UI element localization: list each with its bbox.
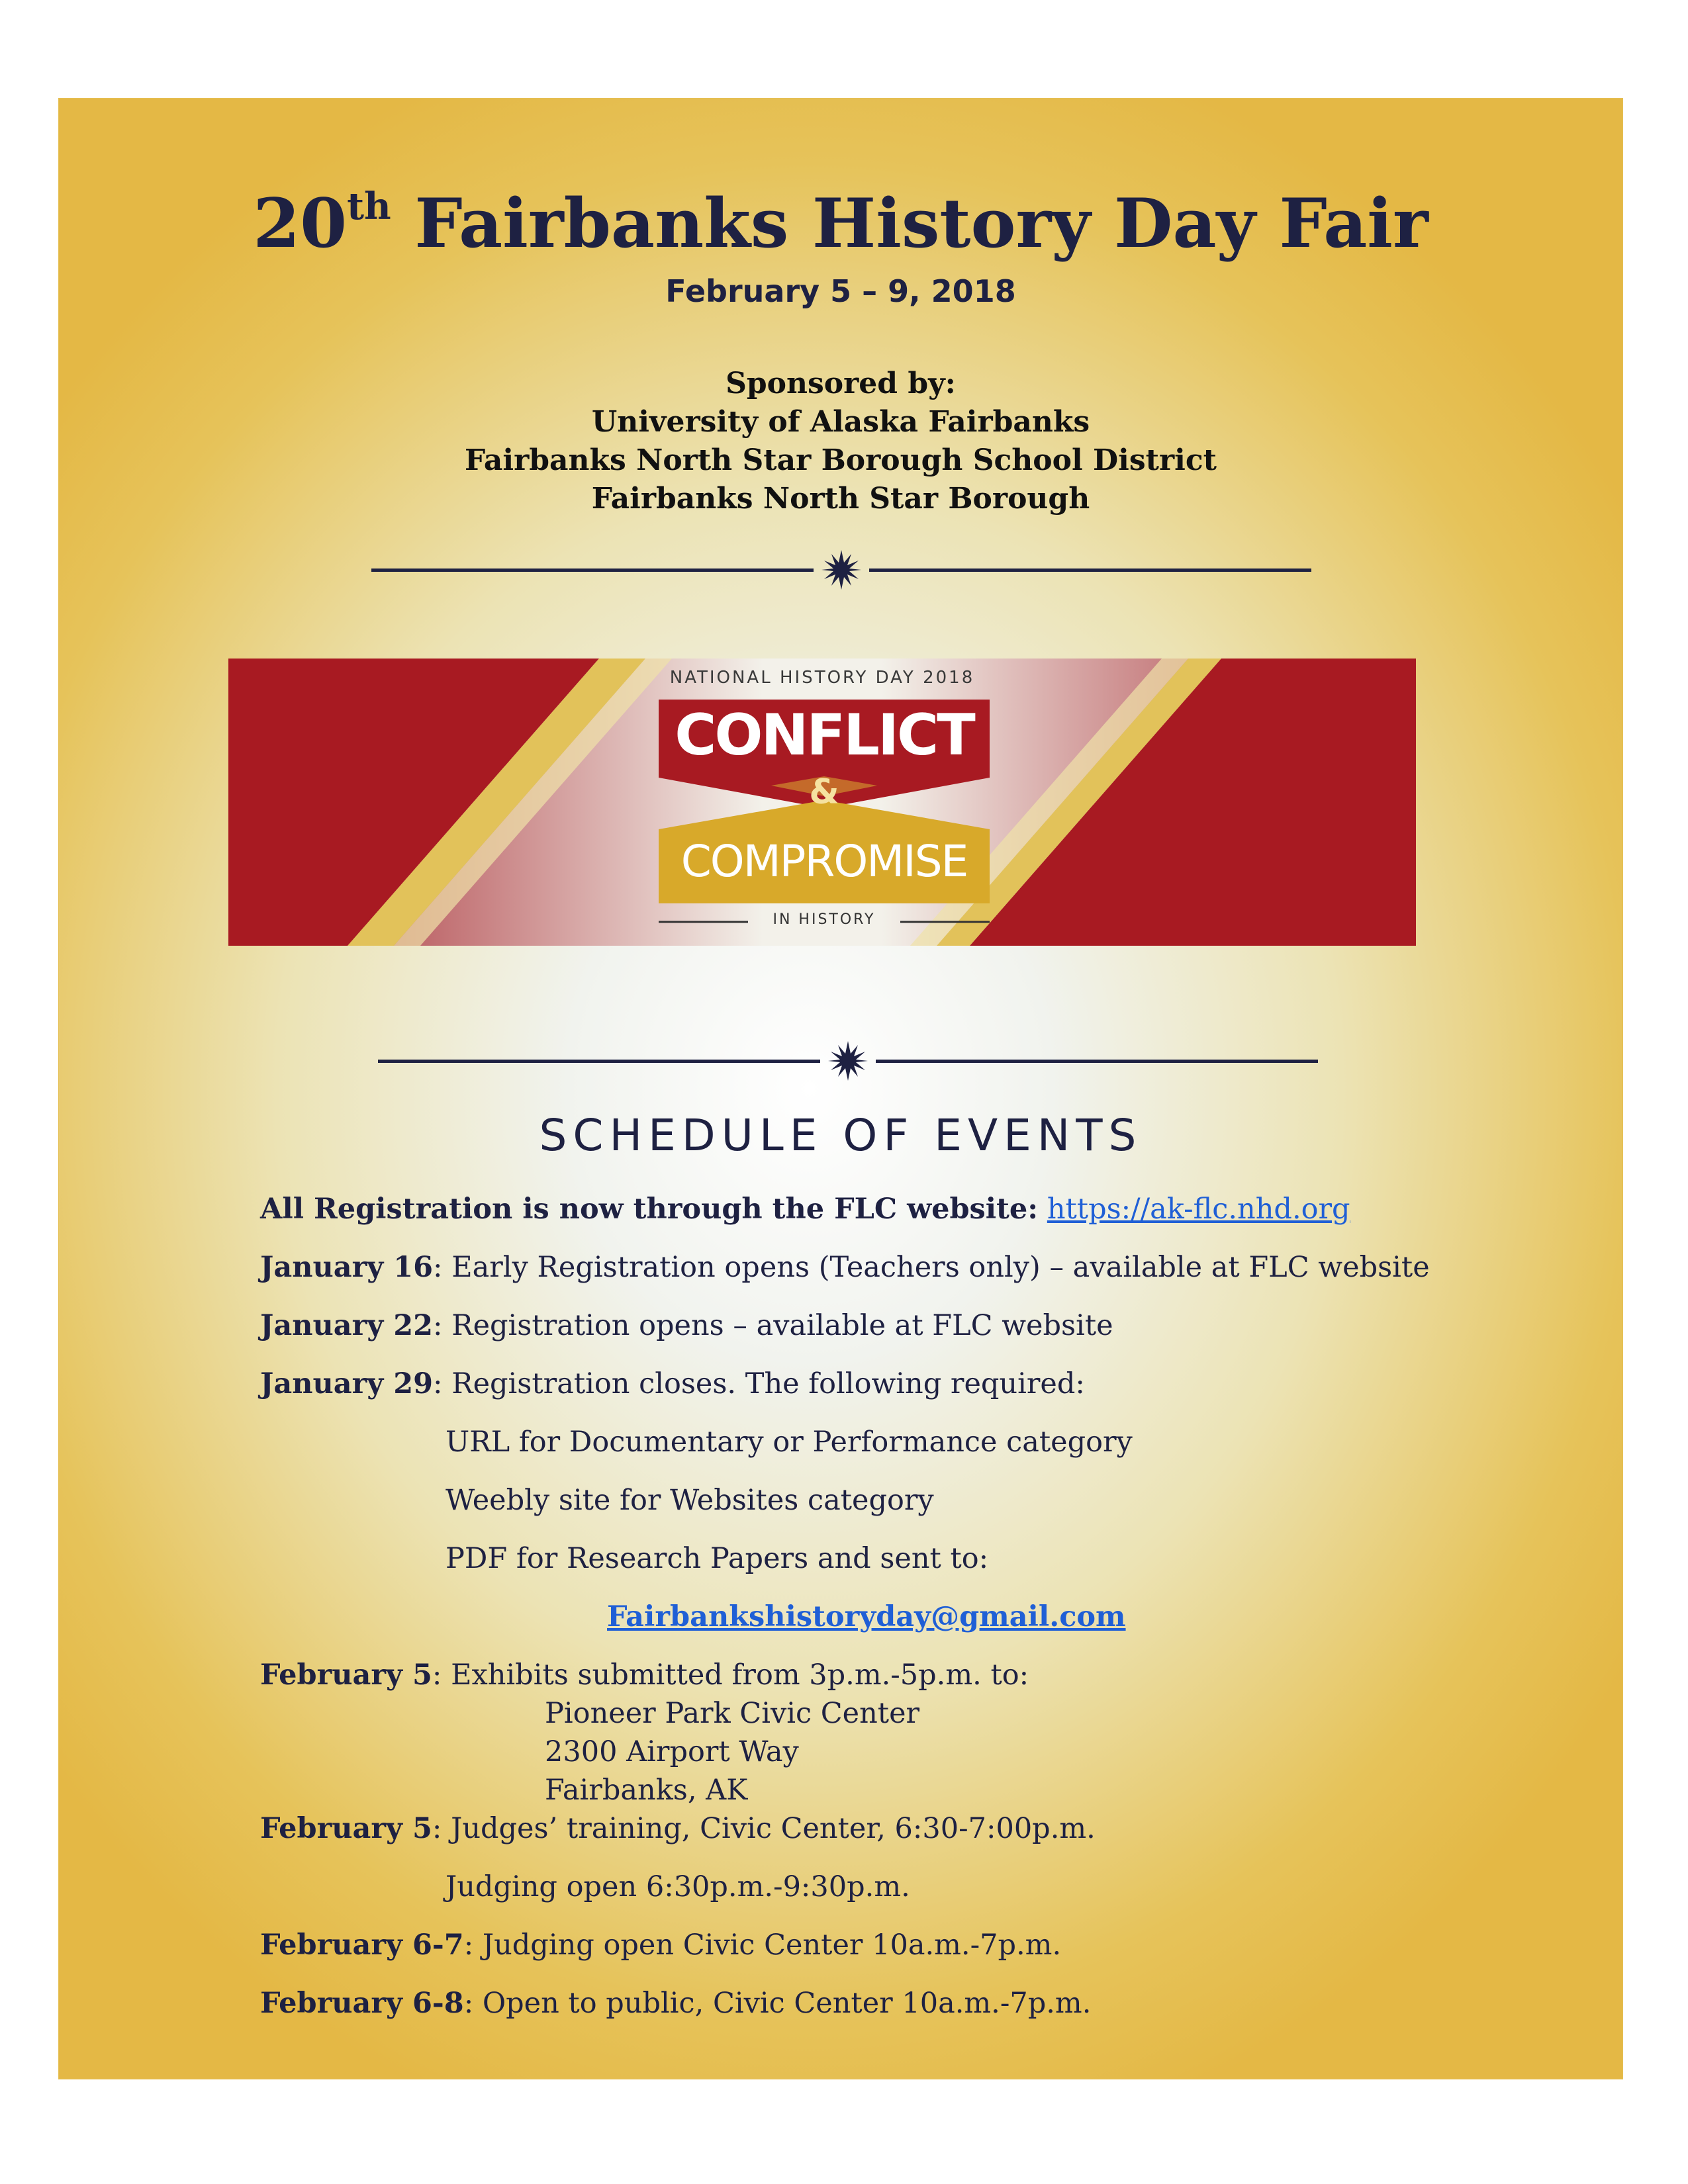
address-line: Pioneer Park Civic Center	[545, 1697, 920, 1730]
requirement-item: Weebly site for Websites category	[445, 1484, 934, 1517]
schedule-item	[260, 1925, 1061, 1965]
address-line: Fairbanks, AK	[545, 1774, 748, 1807]
sponsor-item: Fairbanks North Star Borough School District	[465, 443, 1217, 477]
schedule-item	[260, 1306, 1113, 1345]
registration-line	[260, 1189, 1350, 1229]
schedule-date: February 5	[260, 1659, 432, 1692]
schedule-item	[260, 1809, 1096, 1848]
registration-label: All Registration is now through the FLC website:	[260, 1193, 1039, 1226]
ornament-divider	[378, 1041, 1318, 1081]
banner-compromise: COMPROMISE	[680, 836, 968, 887]
schedule-text: : Judging open Civic Center 10a.m.-7p.m.	[463, 1929, 1062, 1962]
registration-link[interactable]: https://ak-flc.nhd.org	[1047, 1193, 1350, 1226]
schedule-heading: SCHEDULE OF EVENTS	[539, 1110, 1143, 1161]
contact-email-link[interactable]: Fairbankshistoryday@gmail.com	[607, 1600, 1126, 1633]
nhd-theme-banner	[228, 659, 1416, 946]
event-dates: February 5 – 9, 2018	[665, 273, 1016, 309]
schedule-text: : Exhibits submitted from 3p.m.-5p.m. to:	[432, 1659, 1029, 1692]
banner-top-text: NATIONAL HISTORY DAY 2018	[669, 668, 975, 688]
schedule-item	[260, 1364, 1085, 1404]
banner-bottom-text: IN HISTORY	[773, 911, 876, 928]
schedule-text: : Open to public, Civic Center 10a.m.-7p.m.	[463, 1987, 1092, 2020]
schedule-date: February 6-7	[260, 1929, 464, 1962]
schedule-item	[260, 1248, 1430, 1287]
starburst-icon	[828, 1041, 868, 1081]
schedule-subitem: Judging open 6:30p.m.-9:30p.m.	[445, 1870, 910, 1903]
address-line: 2300 Airport Way	[545, 1735, 799, 1768]
sponsor-item: University of Alaska Fairbanks	[591, 405, 1090, 439]
banner-conflict: CONFLICT	[675, 702, 974, 768]
sponsor-label: Sponsored by:	[726, 367, 956, 400]
page-title: 20th Fairbanks History Day Fair	[253, 184, 1429, 263]
schedule-text: : Early Registration opens (Teachers only) – available at FLC website	[433, 1251, 1430, 1284]
sponsor-item: Fairbanks North Star Borough	[591, 482, 1090, 516]
schedule-date: January 22	[260, 1309, 434, 1342]
starburst-icon	[821, 550, 861, 590]
schedule-text: : Registration opens – available at FLC website	[433, 1309, 1113, 1342]
schedule-date: February 5	[260, 1812, 432, 1845]
schedule-text: : Registration closes. The following required:	[433, 1367, 1085, 1400]
schedule-item	[260, 1983, 1091, 2023]
schedule-date: January 29	[260, 1367, 434, 1400]
banner-ampersand: &	[809, 772, 839, 812]
schedule-text: : Judges’ training, Civic Center, 6:30-7:00p.m.	[432, 1812, 1096, 1845]
requirement-item: URL for Documentary or Performance category	[445, 1426, 1133, 1459]
ornament-divider	[371, 550, 1311, 590]
flyer-background	[58, 98, 1623, 2079]
requirement-item: PDF for Research Papers and sent to:	[445, 1542, 989, 1575]
schedule-date: January 16	[260, 1251, 434, 1284]
schedule-date: February 6-8	[260, 1987, 464, 2020]
schedule-item	[260, 1655, 1029, 1695]
